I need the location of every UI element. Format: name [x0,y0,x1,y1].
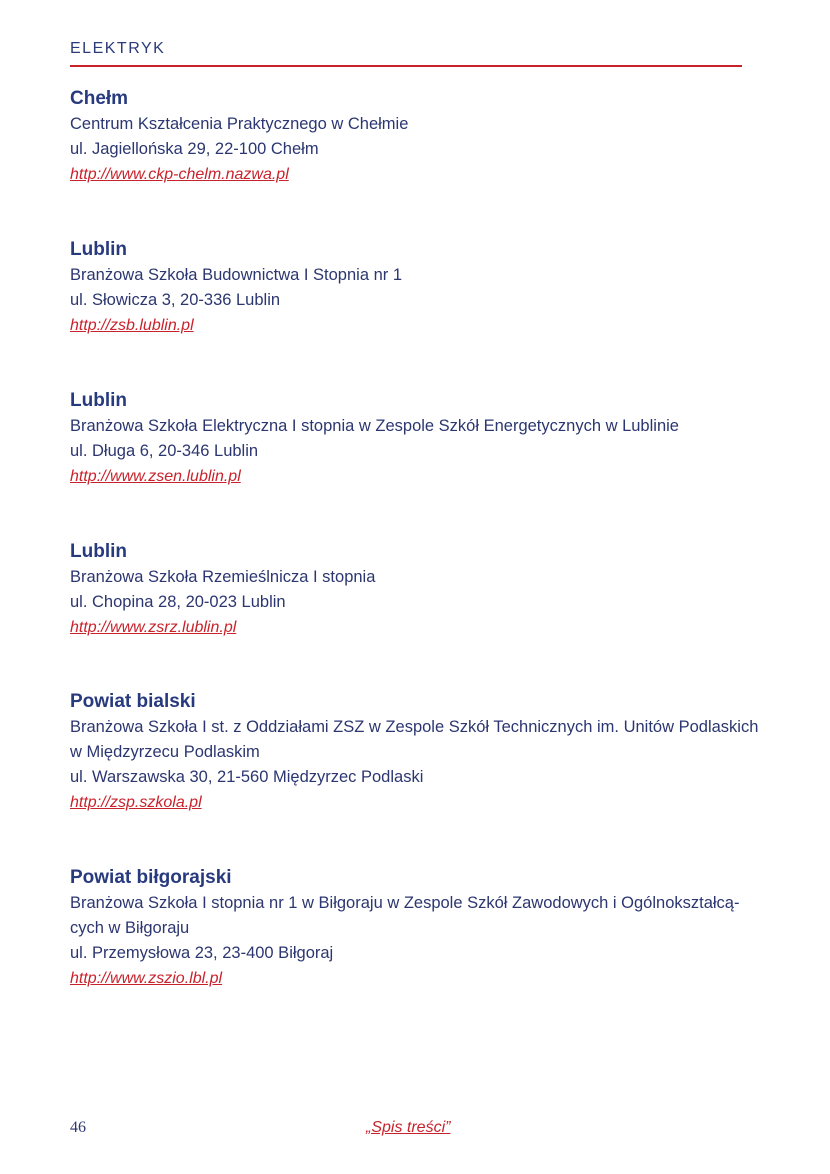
entry-website-link[interactable]: http://www.zsen.lublin.pl [70,468,241,485]
entry-school-name-continued: w Międzyrzecu Podlaskim [70,743,260,761]
school-entry [70,237,750,338]
section-title: ELEKTRYK [70,40,166,57]
entry-website-link[interactable]: http://zsp.szkola.pl [70,794,202,811]
entry-website-link[interactable]: http://www.zszio.lbl.pl [70,970,223,987]
entry-address: ul. Jagiellońska 29, 22-100 Chełm [70,140,319,158]
entry-address: ul. Warszawska 30, 21-560 Międzyrzec Podlaski [70,768,424,786]
entry-school-name: Branżowa Szkoła Rzemieślnicza I stopnia [70,568,376,586]
entry-region: Lublin [70,541,127,562]
entry-address: ul. Chopina 28, 20-023 Lublin [70,593,286,611]
table-of-contents-link[interactable]: „Spis treści” [366,1119,451,1136]
entry-website-link[interactable]: http://www.zsrz.lublin.pl [70,619,237,636]
entry-website-link[interactable]: http://www.ckp-chelm.nazwa.pl [70,166,289,183]
page-header [70,38,742,67]
entry-school-name: Branżowa Szkoła Elektryczna I stopnia w Zespole Szkół Energetycznych w Lublinie [70,417,679,435]
entry-school-name: Centrum Kształcenia Praktycznego w Chełmie [70,115,409,133]
header-divider [70,65,742,67]
school-entry [70,86,750,187]
entry-address: ul. Przemysłowa 23, 23-400 Biłgoraj [70,944,334,962]
entry-region: Chełm [70,88,129,109]
page-number: 46 [70,1119,86,1136]
entry-region: Lublin [70,390,127,411]
entry-website-link[interactable]: http://zsb.lublin.pl [70,317,194,334]
entry-address: ul. Słowicza 3, 20-336 Lublin [70,291,281,309]
entry-school-name: Branżowa Szkoła I stopnia nr 1 w Biłgoraju w Zespole Szkół Zawodowych i Ogólnokształcą- [70,894,740,912]
entry-region: Lublin [70,239,127,260]
school-entry [70,689,759,815]
entry-address: ul. Długa 6, 20-346 Lublin [70,442,259,460]
entry-region: Powiat biłgorajski [70,867,232,888]
entry-region: Powiat bialski [70,691,196,712]
entry-school-name: Branżowa Szkoła Budownictwa I Stopnia nr 1 [70,266,403,284]
school-entry [70,388,750,489]
entry-school-name: Branżowa Szkoła I st. z Oddziałami ZSZ w Zespole Szkół Technicznych im. Unitów Podlaskich [70,718,759,736]
school-entry [70,865,750,991]
school-entry [70,539,750,640]
entry-school-name-continued: cych w Biłgoraju [70,919,190,937]
